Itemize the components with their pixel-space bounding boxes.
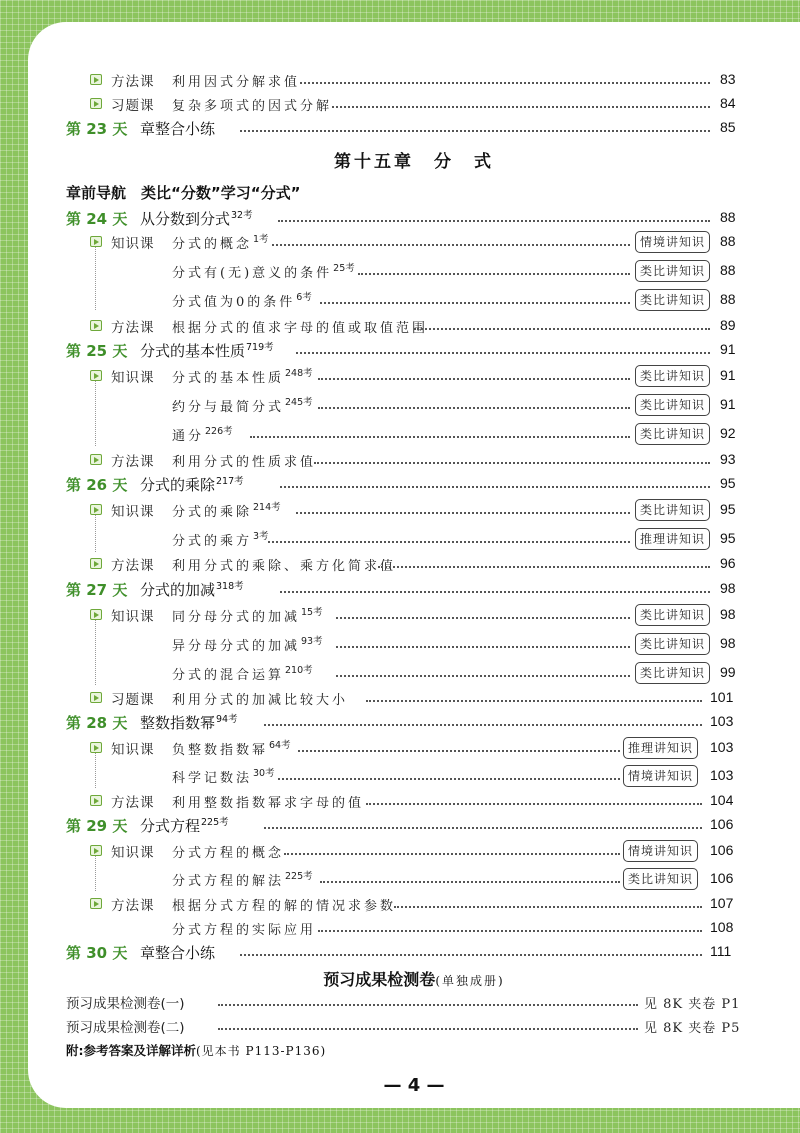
toc-entry[interactable]: 方法课 根据分式的值求字母的值或取值范围 89 xyxy=(28,314,800,338)
toc-entry[interactable]: 分式方程的解法$^{225考}$ 类比讲知识 106 xyxy=(172,870,734,889)
toc-entry[interactable]: 习题课 利用分式的加减比较大小 101 xyxy=(28,686,800,710)
leader-dots xyxy=(358,273,630,275)
leader-dots xyxy=(284,853,620,855)
preview-section-title: 预习成果检测卷(单独成册) xyxy=(323,970,505,989)
leader-dots xyxy=(218,1004,638,1006)
leader-dots xyxy=(320,302,630,304)
leader-dots xyxy=(336,646,630,648)
toc-entry[interactable]: 预习成果检测卷(二) 见 8K 夹卷 P5 xyxy=(66,1020,741,1036)
method-badge: 类比讲知识 xyxy=(635,662,710,684)
toc-entry[interactable]: 方法课 利用分式的乘除、乘方化简求值 96 xyxy=(28,552,800,576)
toc-entry[interactable]: 通分$^{226考}$ 类比讲知识 92 xyxy=(172,425,736,444)
play-square-icon xyxy=(90,609,102,620)
leader-dots xyxy=(296,512,630,514)
method-badge: 情境讲知识 xyxy=(623,840,698,862)
play-square-icon xyxy=(90,795,102,806)
toc-entry[interactable]: 分式有(无)意义的条件$^{25考}$ 类比讲知识 88 xyxy=(172,262,736,281)
leader-dots xyxy=(250,436,630,438)
play-square-icon xyxy=(90,74,102,85)
toc-entry[interactable]: 知识课 同分母分式的加减$^{15考}$ 类比讲知识 98 xyxy=(28,603,800,627)
appendix-line: 附:参考答案及详解详析(见本书 P113-P136) xyxy=(66,1043,327,1058)
leader-dots xyxy=(366,700,702,702)
toc-entry[interactable]: 知识课 分式方程的概念 情境讲知识 106 xyxy=(28,839,800,863)
toc-entry[interactable]: 异分母分式的加减$^{93考}$ 类比讲知识 98 xyxy=(172,635,736,654)
chapter-title: 第十五章 分 式 xyxy=(334,152,494,172)
play-square-icon xyxy=(90,320,102,331)
toc-entry[interactable]: 知识课 分式的概念$^{1考}$ 情境讲知识 88 xyxy=(28,230,800,254)
leader-dots xyxy=(240,954,702,956)
toc-entry[interactable]: 分式方程的实际应用 108 xyxy=(172,919,734,938)
toc-page xyxy=(28,22,800,1108)
toc-entry[interactable]: 知识课 分式的基本性质$^{248考}$ 类比讲知识 91 xyxy=(28,364,800,388)
day-heading[interactable]: 第 29 天 分式方程$^{225考}$ 106 xyxy=(66,816,734,835)
leader-dots xyxy=(394,906,702,908)
leader-dots xyxy=(414,328,710,330)
day-heading[interactable]: 第 24 天 从分数到分式$^{32考}$ 88 xyxy=(66,209,736,228)
leader-dots xyxy=(264,827,702,829)
play-square-icon xyxy=(90,98,102,109)
page-number: — 4 — xyxy=(383,1075,445,1096)
leader-dots xyxy=(272,244,630,246)
play-square-icon xyxy=(90,845,102,856)
method-badge: 类比讲知识 xyxy=(635,633,710,655)
leader-dots xyxy=(314,462,710,464)
toc-entry[interactable]: 分式的乘方$^{3考}$ 推理讲知识 95 xyxy=(172,530,736,549)
day-heading[interactable]: 第 27 天 分式的加减$^{318考}$ 98 xyxy=(66,580,736,599)
method-badge: 推理讲知识 xyxy=(623,737,698,759)
method-badge: 推理讲知识 xyxy=(635,528,710,550)
leader-dots xyxy=(378,566,710,568)
leader-dots xyxy=(336,617,630,619)
method-badge: 类比讲知识 xyxy=(635,289,710,311)
play-square-icon xyxy=(90,236,102,247)
play-square-icon xyxy=(90,370,102,381)
toc-entry[interactable]: 科学记数法$^{30考}$ 情境讲知识 103 xyxy=(172,767,734,786)
day-heading[interactable]: 第 28 天 整数指数幂$^{94考}$ 103 xyxy=(66,713,734,732)
play-square-icon xyxy=(90,454,102,465)
day-heading[interactable]: 第 25 天 分式的基本性质$^{719考}$ 91 xyxy=(66,341,736,360)
leader-dots xyxy=(264,724,702,726)
method-badge: 类比讲知识 xyxy=(635,394,710,416)
leader-dots xyxy=(240,130,710,132)
play-square-icon xyxy=(90,558,102,569)
day-title: 从分数到分式 xyxy=(140,210,231,228)
leader-dots xyxy=(280,591,710,593)
leader-dots xyxy=(268,541,630,543)
play-square-icon xyxy=(90,692,102,703)
leader-dots xyxy=(332,106,710,108)
day-heading[interactable]: 第 26 天 分式的乘除$^{217考}$ 95 xyxy=(66,475,736,494)
toc-entry[interactable]: 知识课 分式的乘除$^{214考}$ 类比讲知识 95 xyxy=(28,498,800,522)
toc-entry[interactable]: 方法课 利用整数指数幂求字母的值 104 xyxy=(28,789,800,813)
method-badge: 类比讲知识 xyxy=(635,499,710,521)
leader-dots xyxy=(280,486,710,488)
leader-dots xyxy=(300,82,710,84)
day-heading[interactable]: 第 23 天 章整合小练 85 xyxy=(66,119,736,138)
method-badge: 类比讲知识 xyxy=(635,365,710,387)
leader-dots xyxy=(318,378,630,380)
leader-dots xyxy=(298,750,620,752)
play-square-icon xyxy=(90,898,102,909)
leader-dots xyxy=(336,675,630,677)
toc-entry[interactable]: 方法课 根据分式方程的解的情况求参数 107 xyxy=(28,892,800,916)
play-square-icon xyxy=(90,742,102,753)
leader-dots xyxy=(218,1028,638,1030)
toc-entry[interactable]: 方法课 利用分式的性质求值 93 xyxy=(28,448,800,472)
leader-dots xyxy=(296,352,710,354)
method-badge: 情境讲知识 xyxy=(635,231,710,253)
leader-dots xyxy=(320,881,620,883)
leader-dots xyxy=(318,930,702,932)
chapter-nav[interactable]: 章前导航 类比“分数”学习“分式” xyxy=(66,184,301,202)
toc-entry[interactable]: 方法课 利用因式分解求值 83 xyxy=(28,68,800,92)
method-badge: 类比讲知识 xyxy=(635,423,710,445)
method-badge: 类比讲知识 xyxy=(623,868,698,890)
toc-entry[interactable]: 预习成果检测卷(一) 见 8K 夹卷 P1 xyxy=(66,996,741,1012)
leader-dots xyxy=(278,778,620,780)
toc-entry[interactable]: 约分与最简分式$^{245考}$ 类比讲知识 91 xyxy=(172,396,736,415)
toc-entry[interactable]: 知识课 负整数指数幂$^{64考}$ 推理讲知识 103 xyxy=(28,736,800,760)
toc-entry[interactable]: 分式的混合运算$^{210考}$ 类比讲知识 99 xyxy=(172,664,736,683)
toc-entry[interactable]: 习题课 复杂多项式的因式分解 84 xyxy=(28,92,800,116)
leader-dots xyxy=(278,220,710,222)
play-square-icon xyxy=(90,504,102,515)
day-heading[interactable]: 第 30 天 章整合小练 111 xyxy=(66,943,732,962)
method-badge: 类比讲知识 xyxy=(635,260,710,282)
toc-entry[interactable]: 分式值为0的条件$^{6考}$ 类比讲知识 88 xyxy=(172,291,736,310)
leader-dots xyxy=(318,407,630,409)
method-badge: 类比讲知识 xyxy=(635,604,710,626)
method-badge: 情境讲知识 xyxy=(623,765,698,787)
leader-dots xyxy=(366,803,702,805)
exam-count: 32考 xyxy=(231,210,253,221)
